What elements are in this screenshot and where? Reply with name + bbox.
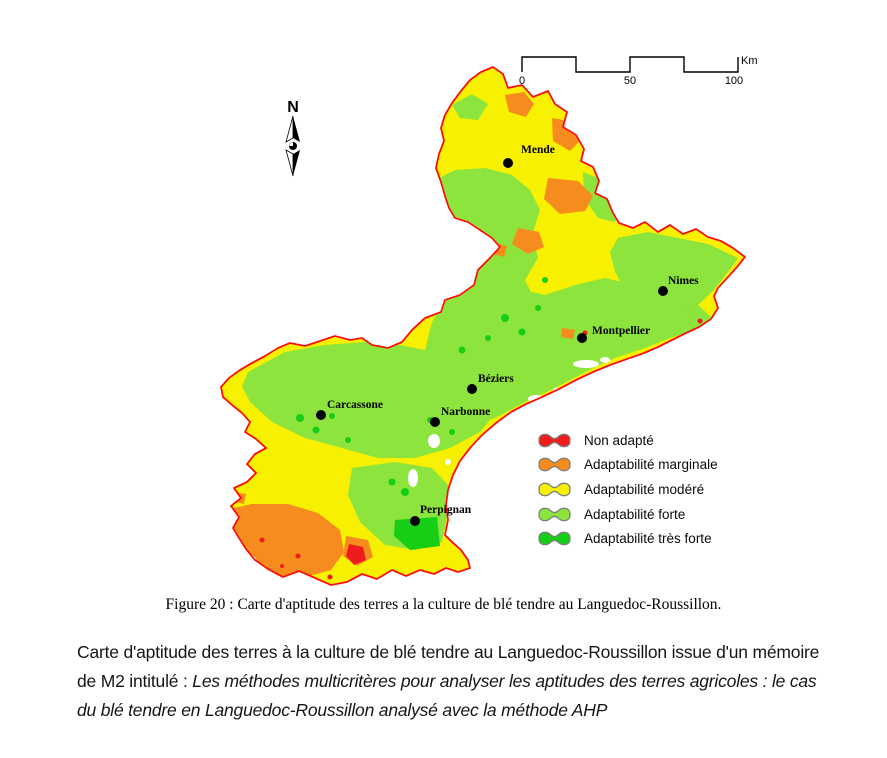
legend-label: Adaptabilité très forte (584, 531, 712, 547)
city-dot (467, 384, 477, 394)
city-dot (316, 410, 326, 420)
legend-item-non-adapte (536, 428, 718, 453)
city-dot (503, 158, 513, 168)
scale-tick-50: 50 (623, 75, 637, 87)
city-label: Perpignan (420, 504, 472, 516)
north-arrow-icon (286, 99, 300, 176)
city-label: Narbonne (441, 406, 491, 418)
legend-swatch-marginale (536, 454, 573, 475)
legend-label: Adaptabilité marginale (584, 457, 718, 473)
legend-item-modere (536, 477, 718, 502)
description-italic-title: Les méthodes multicritères pour analyser les aptitudes des terres agricoles : le cas du blé tendre en Languedoc-Roussillon analysé avec la méthode AHP (77, 671, 817, 720)
city-label: Montpellier (592, 325, 651, 337)
figure-description (77, 638, 825, 725)
legend-swatch-non-adapte (536, 430, 573, 451)
legend-item-marginale (536, 453, 718, 478)
legend-swatch-forte (536, 504, 573, 525)
map-legend (536, 428, 718, 551)
legend-label: Adaptabilité forte (584, 506, 686, 522)
legend-label: Adaptabilité modéré (584, 481, 705, 497)
city-label: Béziers (478, 373, 514, 385)
legend-item-tres-forte (536, 526, 718, 551)
figure-caption: Figure 20 : Carte d'aptitude des terres a la culture de blé tendre au Languedoc-Roussillon. (165, 596, 722, 613)
city-label: Nimes (668, 275, 699, 287)
legend-swatch-modere (536, 479, 573, 500)
scale-bar (519, 55, 758, 87)
north-label: N (287, 99, 299, 116)
scale-unit: Km (741, 55, 758, 67)
city-label: Mende (521, 144, 555, 156)
city-dot (658, 286, 668, 296)
scale-tick-0: 0 (518, 75, 526, 87)
city-label: Carcassone (327, 399, 384, 411)
legend-item-forte (536, 502, 718, 527)
description-normal-text: Carte d'aptitude des terres à la culture de blé tendre au Languedoc-Roussillon issue d'un mémoire de M2 intitulé : (77, 642, 820, 691)
city-dot (430, 417, 440, 427)
legend-swatch-tres-forte (536, 528, 573, 549)
scale-tick-100: 100 (724, 75, 744, 87)
city-dot (577, 333, 587, 343)
city-dot (410, 516, 420, 526)
legend-label: Non adapté (584, 432, 654, 448)
